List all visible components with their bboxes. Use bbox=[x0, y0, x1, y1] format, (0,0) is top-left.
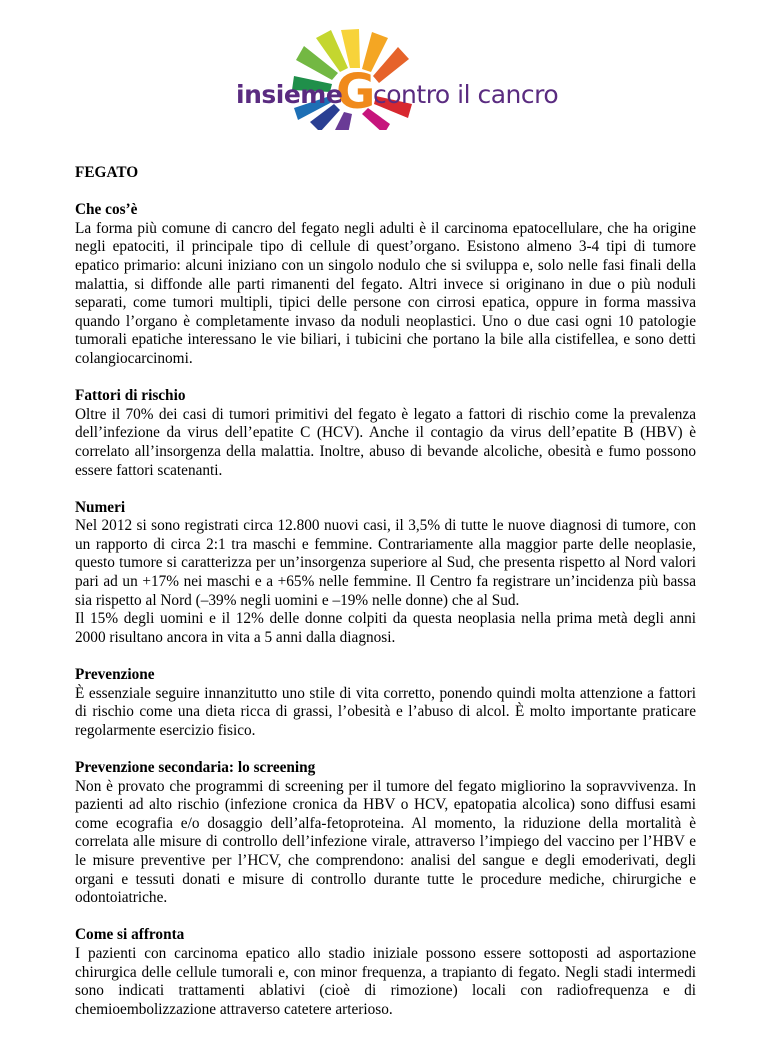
section-paragraph: È essenziale seguire innanzitutto uno stile di vita corretto, ponendo quindi molta attenzione a fattori di rischio come una dieta ricca di grassi, l’obesità e l’abuso di alcol. È molto importante praticare regolarmente esercizio fisico. bbox=[75, 684, 696, 739]
section-heading: Prevenzione bbox=[75, 666, 155, 684]
section-prevenzione-secondaria bbox=[75, 759, 696, 908]
section-fattori-di-rischio bbox=[75, 387, 696, 480]
logo-text-insieme: insieme bbox=[236, 80, 343, 109]
section-numeri bbox=[75, 499, 696, 648]
sunburst-logo-icon bbox=[232, 24, 572, 130]
section-paragraph: Non è provato che programmi di screening per il tumore del fegato migliorino la sopravvivenza. In pazienti ad alto rischio (infezione cronica da HBV o HCV, epatopatia alcolica) sono diffusi esami come ecografia e/o dosaggio dell’alfa-fetoproteina. Al momento, la riduzione della mortalità è correlata alle misure di controllo dell’infezione virale, attraverso l’impiego del vaccino per l’HBV e le misure preventive per l’HCV, che comprendono: analisi del sangue e degli emoderivati, degli organi e tessuti donati e misure di controllo durante tutte le procedure mediche, chirurgiche e odontoiatriche. bbox=[75, 777, 696, 907]
svg-text:G: G bbox=[336, 64, 376, 120]
section-heading: Fattori di rischio bbox=[75, 387, 186, 405]
section-prevenzione bbox=[75, 666, 696, 740]
logo-text-contro-il-cancro: contro il cancro bbox=[373, 80, 559, 109]
section-heading: Che cos’è bbox=[75, 201, 138, 219]
section-paragraph: Il 15% degli uomini e il 12% delle donne colpiti da questa neoplasia nella prima metà degli anni 2000 risultano ancora in vita a 5 anni dalla diagnosi. bbox=[75, 610, 696, 646]
section-che-cose bbox=[75, 201, 696, 368]
section-heading: Come si affronta bbox=[75, 926, 185, 944]
section-come-si-affronta bbox=[75, 926, 696, 1019]
document-title: FEGATO bbox=[75, 164, 139, 181]
section-heading: Numeri bbox=[75, 498, 126, 516]
section-paragraph: I pazienti con carcinoma epatico allo stadio iniziale possono essere sottoposti ad asportazione chirurgica delle cellule tumorali e, con minor frequenza, a trapianto di fegato. Negli stadi intermedi sono indicati trattamenti ablativi (cioè di rimozione) locali con radiofrequenza e di chemioembolizzazione attraverso catetere arterioso. bbox=[75, 944, 696, 1018]
section-paragraph: Nel 2012 si sono registrati circa 12.800 nuovi casi, il 3,5% di tutte le nuove diagnosi di tumore, con un rapporto di circa 2:1 tra maschi e femmine. Contrariamente alla maggior parte delle neoplasie, questo tumore si caratterizza per un’insorgenza superiore al Sud, che presenta rispetto al Nord valori pari ad un +17% nei maschi e a +65% nelle femmine. Il Centro fa registrare un’incidenza più bassa sia rispetto al Nord (–39% negli uomini e –19% nelle donne) che al Sud. bbox=[75, 517, 696, 609]
insieme-contro-il-cancro-logo bbox=[232, 24, 572, 130]
document-body bbox=[75, 164, 696, 1038]
section-paragraph: La forma più comune di cancro del fegato negli adulti è il carcinoma epatocellulare, che ha origine negli epatociti, il principale tipo di cellule di quest’organo. Esistono almeno 3-4 tipi di tumore epatico primario: alcuni iniziano con un singolo nodulo che si sviluppa e, solo nelle fasi finali della malattia, si diffonde alle parti rimanenti del fegato. Altri invece si originano in due o più noduli separati, come tumori multipli, tipici delle persone con cirrosi epatica, oppure in forma massiva quando l’organo è completamente invaso da noduli neoplastici. Uno o due casi ogni 10 patologie tumorali epatiche interessano le vie biliari, i tubicini che portano la bile alla cistifellea, e sono detti colangiocarcinomi. bbox=[75, 219, 696, 367]
section-heading: Prevenzione secondaria: lo screening bbox=[75, 759, 316, 776]
section-paragraph: Oltre il 70% dei casi di tumori primitivi del fegato è legato a fattori di rischio come la prevalenza dell’infezione da virus dell’epatite C (HCV). Anche il contagio da virus dell’epatite B (HBV) è correlato all’insorgenza della malattia. Inoltre, abuso di bevande alcoliche, obesità e fumo possono essere fattori scatenanti. bbox=[75, 405, 696, 479]
